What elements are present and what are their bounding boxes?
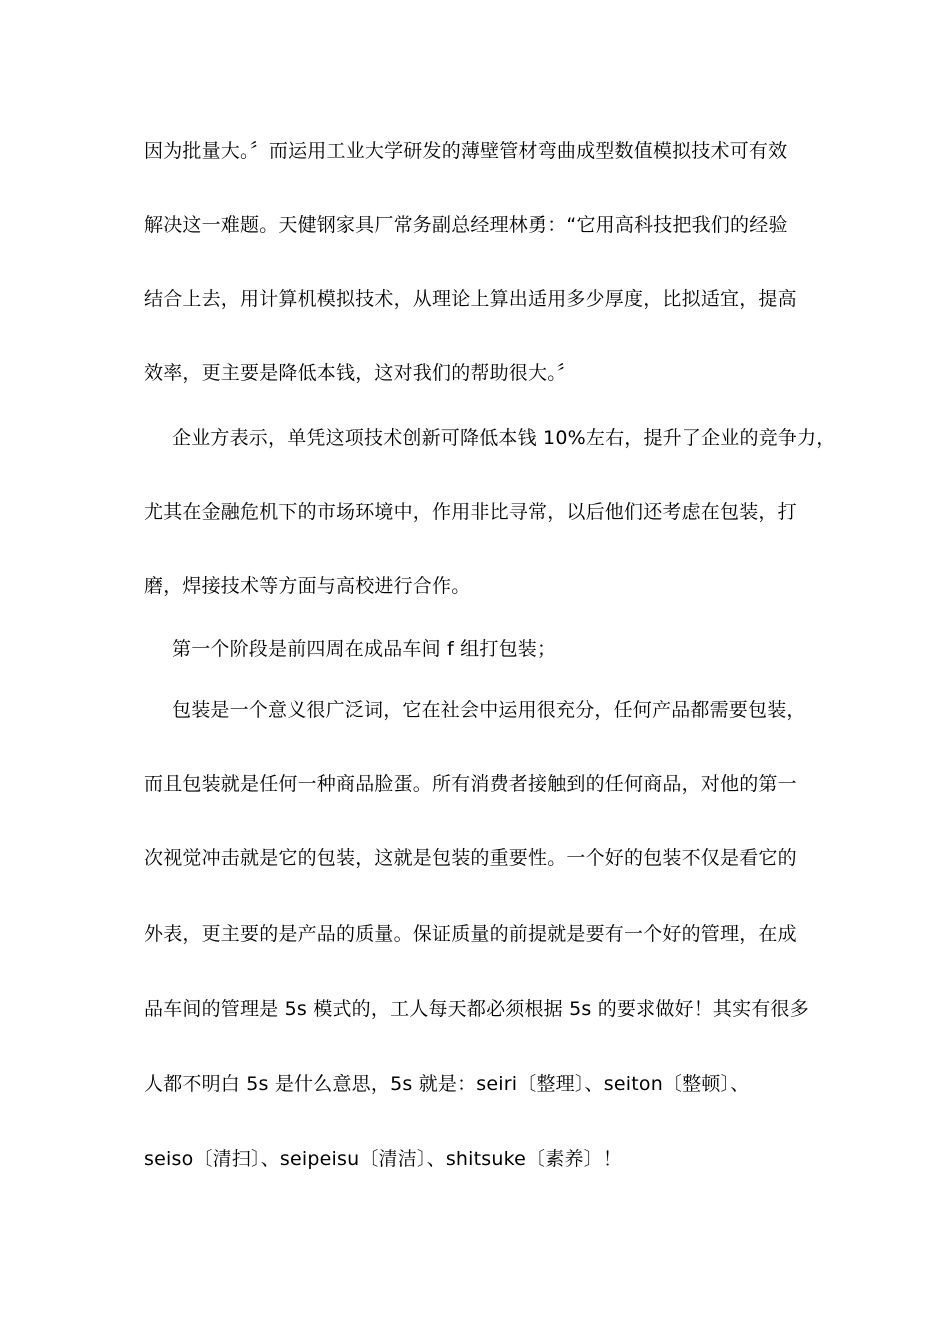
text-line: 结合上去，用计算机模拟技术，从理论上算出适用多少厚度，比拟适宜，提高: [144, 288, 797, 310]
text-line: 品车间的管理是 5s 模式的，工人每天都必须根据 5s 的要求做好！其实有很多: [144, 998, 809, 1020]
text-line: 而且包装就是任何一种商品脸蛋。所有消费者接触到的任何商品，对他的第一: [144, 773, 797, 795]
text-line: 尤其在金融危机下的市场环境中，作用非比寻常，以后他们还考虑在包装，打: [144, 501, 797, 523]
text-line: 磨，焊接技术等方面与高校进行合作。: [144, 575, 471, 597]
text-line: 人都不明白 5s 是什么意思，5s 就是：seiri〔整理〕、seiton〔整顿〕、: [144, 1073, 750, 1095]
text-line: 因为批量大。〞而运用工业大学研发的薄壁管材弯曲成型数值模拟技术可有效: [144, 140, 788, 162]
paragraph-first-line: 第一个阶段是前四周在成品车间 f 组打包装；: [172, 638, 557, 660]
text-line: seiso〔清扫〕、seipeisu〔清洁〕、shitsuke〔素养〕！: [144, 1148, 623, 1170]
text-line: 次视觉冲击就是它的包装，这就是包装的重要性。一个好的包装不仅是看它的: [144, 847, 797, 869]
paragraph-first-line: 企业方表示，单凭这项技术创新可降低本钱 10%左右，提升了企业的竞争力，: [172, 427, 836, 449]
paragraph-first-line: 包装是一个意义很广泛词，它在社会中运用很充分，任何产品都需要包装，: [172, 699, 806, 721]
text-line: 外表，更主要的是产品的质量。保证质量的前提就是要有一个好的管理，在成: [144, 923, 797, 945]
text-line: 效率，更主要是降低本钱，这对我们的帮助很大。〞: [144, 362, 577, 384]
text-line: 解决这一难题。天健钢家具厂常务副总经理林勇：“它用高科技把我们的经验: [144, 214, 788, 236]
